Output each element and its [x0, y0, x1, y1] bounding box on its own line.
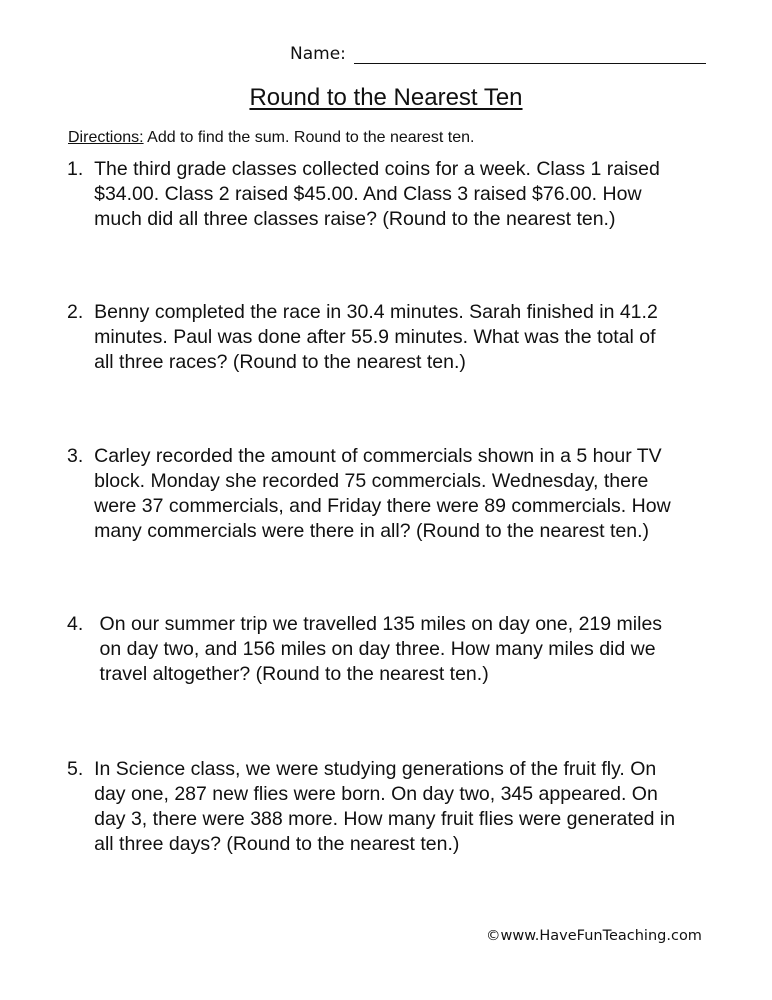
question-4: [67, 612, 717, 687]
question-text: On our summer trip we travelled 135 miles on day one, 219 miles on day two, and 156 miles on day three. How many miles did we travel altogether? (Round to the nearest ten.): [99, 613, 663, 685]
question-number: 2.: [67, 301, 95, 323]
question-5: [67, 757, 717, 857]
question-text: Benny completed the race in 30.4 minutes. Sarah finished in 41.2 minutes. Paul was done after 55.9 minutes. What was the total of all three races? (Round to the nearest ten.): [94, 301, 658, 373]
worksheet-title-wrapper: [0, 84, 772, 112]
copyright-footer: ©www.HaveFunTeaching.com: [486, 928, 702, 944]
question-number: 3.: [67, 445, 95, 467]
question-1: [67, 157, 717, 232]
question-text: Carley recorded the amount of commercials shown in a 5 hour TV block. Monday she recorded 75 commercials. Wednesday, there were 37 commercials, and Friday there were 89 commercials. How many commercials were there in all? (Round to the nearest ten.): [94, 445, 671, 542]
question-number: 1.: [67, 158, 95, 180]
question-number: 5.: [67, 758, 95, 780]
question-text: The third grade classes collected coins for a week. Class 1 raised $34.00. Class 2 raised $45.00. And Class 3 raised $76.00. How much did all three classes raise? (Round to the nearest ten.): [94, 158, 660, 230]
question-3: [67, 444, 717, 544]
question-2: [67, 300, 717, 375]
directions-label: Directions:: [68, 129, 144, 146]
name-blank-line[interactable]: [354, 45, 706, 64]
name-field: [290, 44, 706, 64]
question-text: In Science class, we were studying generations of the fruit fly. On day one, 287 new flies were born. On day two, 345 appeared. On day 3, there were 388 more. How many fruit flies were generated in all three days? (Round to the nearest ten.): [94, 758, 676, 855]
directions-text: Add to find the sum. Round to the nearest ten.: [143, 129, 475, 146]
name-label: Name:: [290, 44, 346, 64]
worksheet-title: Round to the Nearest Ten: [249, 84, 523, 111]
directions: [68, 129, 474, 147]
question-number: 4.: [67, 613, 100, 635]
